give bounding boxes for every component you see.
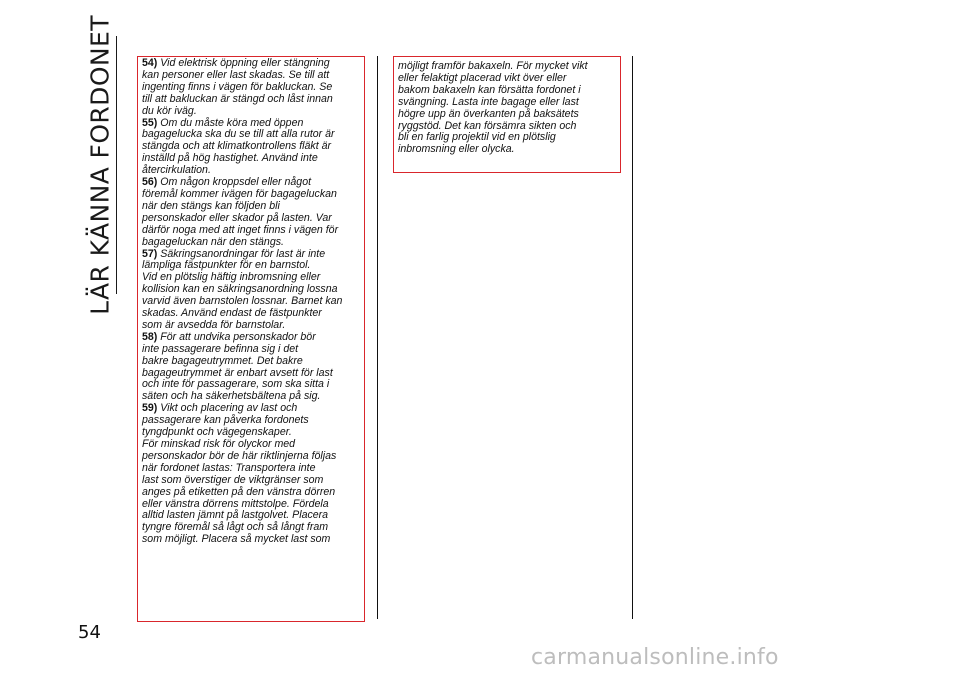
note-text-line: bakom bakaxeln kan försätta fordonet i bbox=[398, 83, 581, 96]
note-text-line: inbromsning eller olycka. bbox=[398, 143, 515, 156]
note-text-line: ingenting finns i vägen för bakluckan. Se bbox=[142, 80, 333, 93]
warning-note-56 bbox=[142, 177, 364, 248]
note-number: 57) bbox=[142, 247, 158, 260]
note-text-line: alltid lasten jämnt på lastgolvet. Placera bbox=[142, 509, 329, 522]
note-text-line: återcirkulation. bbox=[142, 164, 211, 177]
note-text-line: när fordonet lastas: Transportera inte bbox=[142, 461, 316, 474]
note-text-line: när den stängs kan följden bli bbox=[142, 199, 280, 212]
note-text-line: lämpliga fästpunkter för en barnstol. bbox=[142, 259, 311, 272]
note-number: 54) bbox=[142, 57, 158, 69]
note-text-line: bagageluckan när den stängs. bbox=[142, 235, 284, 248]
note-text-line: tyngre föremål så lågt och så långt fram bbox=[142, 521, 329, 534]
note-number: 59) bbox=[142, 402, 158, 415]
note-text-line: Vid elektrisk öppning eller stängning bbox=[160, 57, 330, 69]
note-text-line: anges på etiketten på den vänstra dörren bbox=[142, 485, 336, 498]
note-text-line: last som överstiger de viktgränser som bbox=[142, 473, 324, 486]
note-text-line: Vid en plötslig häftig inbromsning eller bbox=[142, 271, 321, 284]
column-divider-2 bbox=[632, 56, 633, 619]
note-text-line: eller vänstra dörrens mittstolpe. Fördela bbox=[142, 497, 329, 510]
note-text-line: bagageutrymmet är enbart avsett för last bbox=[142, 366, 333, 379]
note-text-line: högre upp än överkanten på baksätets bbox=[398, 107, 579, 120]
note-text-line: bakre bagageutrymmet. Det bakre bbox=[142, 354, 303, 367]
note-text-line: till att bakluckan är stängd och låst innan bbox=[142, 92, 333, 105]
note-first-line bbox=[142, 332, 364, 344]
warning-note-58 bbox=[142, 332, 364, 403]
watermark: carmanualsonline.info bbox=[531, 645, 779, 670]
warning-note-59 bbox=[142, 403, 364, 546]
warning-box-notes-54-59 bbox=[137, 56, 365, 622]
note-text-line: kan personer eller last skadas. Se till att bbox=[142, 68, 330, 81]
note-text-line: och inte för passagerare, som ska sitta i bbox=[142, 378, 330, 391]
note-text-line: kollision kan en säkringsanordning lossna bbox=[142, 283, 338, 296]
note-text-line: inställd på hög hastighet. Använd inte bbox=[142, 152, 318, 165]
note-text-line: du kör iväg. bbox=[142, 104, 197, 117]
warning-note-59-continued bbox=[398, 61, 620, 156]
chapter-header-rule bbox=[116, 36, 117, 294]
chapter-header bbox=[68, 15, 132, 315]
note-text-line: skadas. Använd endast de fästpunkter bbox=[142, 307, 322, 320]
note-text-line: tyngdpunkt och vägegenskaper. bbox=[142, 426, 292, 439]
note-text-line: passagerare kan påverka fordonets bbox=[142, 414, 309, 427]
note-text-line: därför noga med att inget finns i vägen för bbox=[142, 223, 339, 236]
column-divider-1 bbox=[377, 56, 378, 619]
note-text-line: som möjligt. Placera så mycket last som bbox=[142, 533, 331, 546]
note-text-line: bli en farlig projektil vid en plötslig bbox=[398, 131, 556, 144]
note-text-line: varvid även barnstolen lossnar. Barnet kan bbox=[142, 295, 343, 308]
warning-box-continuation bbox=[393, 56, 621, 173]
warning-note-54 bbox=[142, 58, 364, 118]
note-text-line: säten och ha säkerhetsbältena på sig. bbox=[142, 390, 321, 403]
note-number: 56) bbox=[142, 176, 158, 189]
note-text-line: inte passagerare befinna sig i det bbox=[142, 342, 299, 355]
note-text-line: stängda och att klimatkontrollens fläkt är bbox=[142, 140, 332, 153]
note-text-line: För att undvika personskador bör bbox=[160, 330, 316, 343]
note-text-line: personskador eller skador på lasten. Var bbox=[142, 211, 332, 224]
note-text-line: ryggstöd. Det kan försämra sikten och bbox=[398, 119, 577, 132]
note-text-line: svängning. Lasta inte bagage eller last bbox=[398, 95, 579, 108]
note-text-line: personskador bör de här riktlinjerna följas bbox=[142, 449, 337, 462]
chapter-title: LÄR KÄNNA FORDONET bbox=[85, 15, 115, 315]
note-text-line: För minskad risk för olyckor med bbox=[142, 438, 296, 450]
note-text-line: bagagelucka ska du se till att alla rutor är bbox=[142, 128, 335, 141]
note-text-line: föremål kommer ivägen för bagageluckan bbox=[142, 187, 337, 200]
warning-note-55 bbox=[142, 118, 364, 178]
note-text-line: Säkringsanordningar för last är inte bbox=[160, 247, 326, 260]
note-text-line: Om du måste köra med öppen bbox=[160, 116, 304, 129]
note-text-line: Om någon kroppsdel eller något bbox=[160, 176, 312, 189]
note-text-line: som är avsedda för barnstolar. bbox=[142, 318, 286, 331]
note-number: 55) bbox=[142, 116, 158, 129]
note-number: 58) bbox=[142, 330, 158, 343]
note-text-line: möjligt framför bakaxeln. För mycket vikt bbox=[398, 60, 588, 72]
note-text-line: Vikt och placering av last och bbox=[160, 402, 298, 415]
page-number: 54 bbox=[78, 622, 101, 643]
warning-note-57 bbox=[142, 249, 364, 332]
note-text-line: eller felaktigt placerad vikt över eller bbox=[398, 71, 567, 84]
